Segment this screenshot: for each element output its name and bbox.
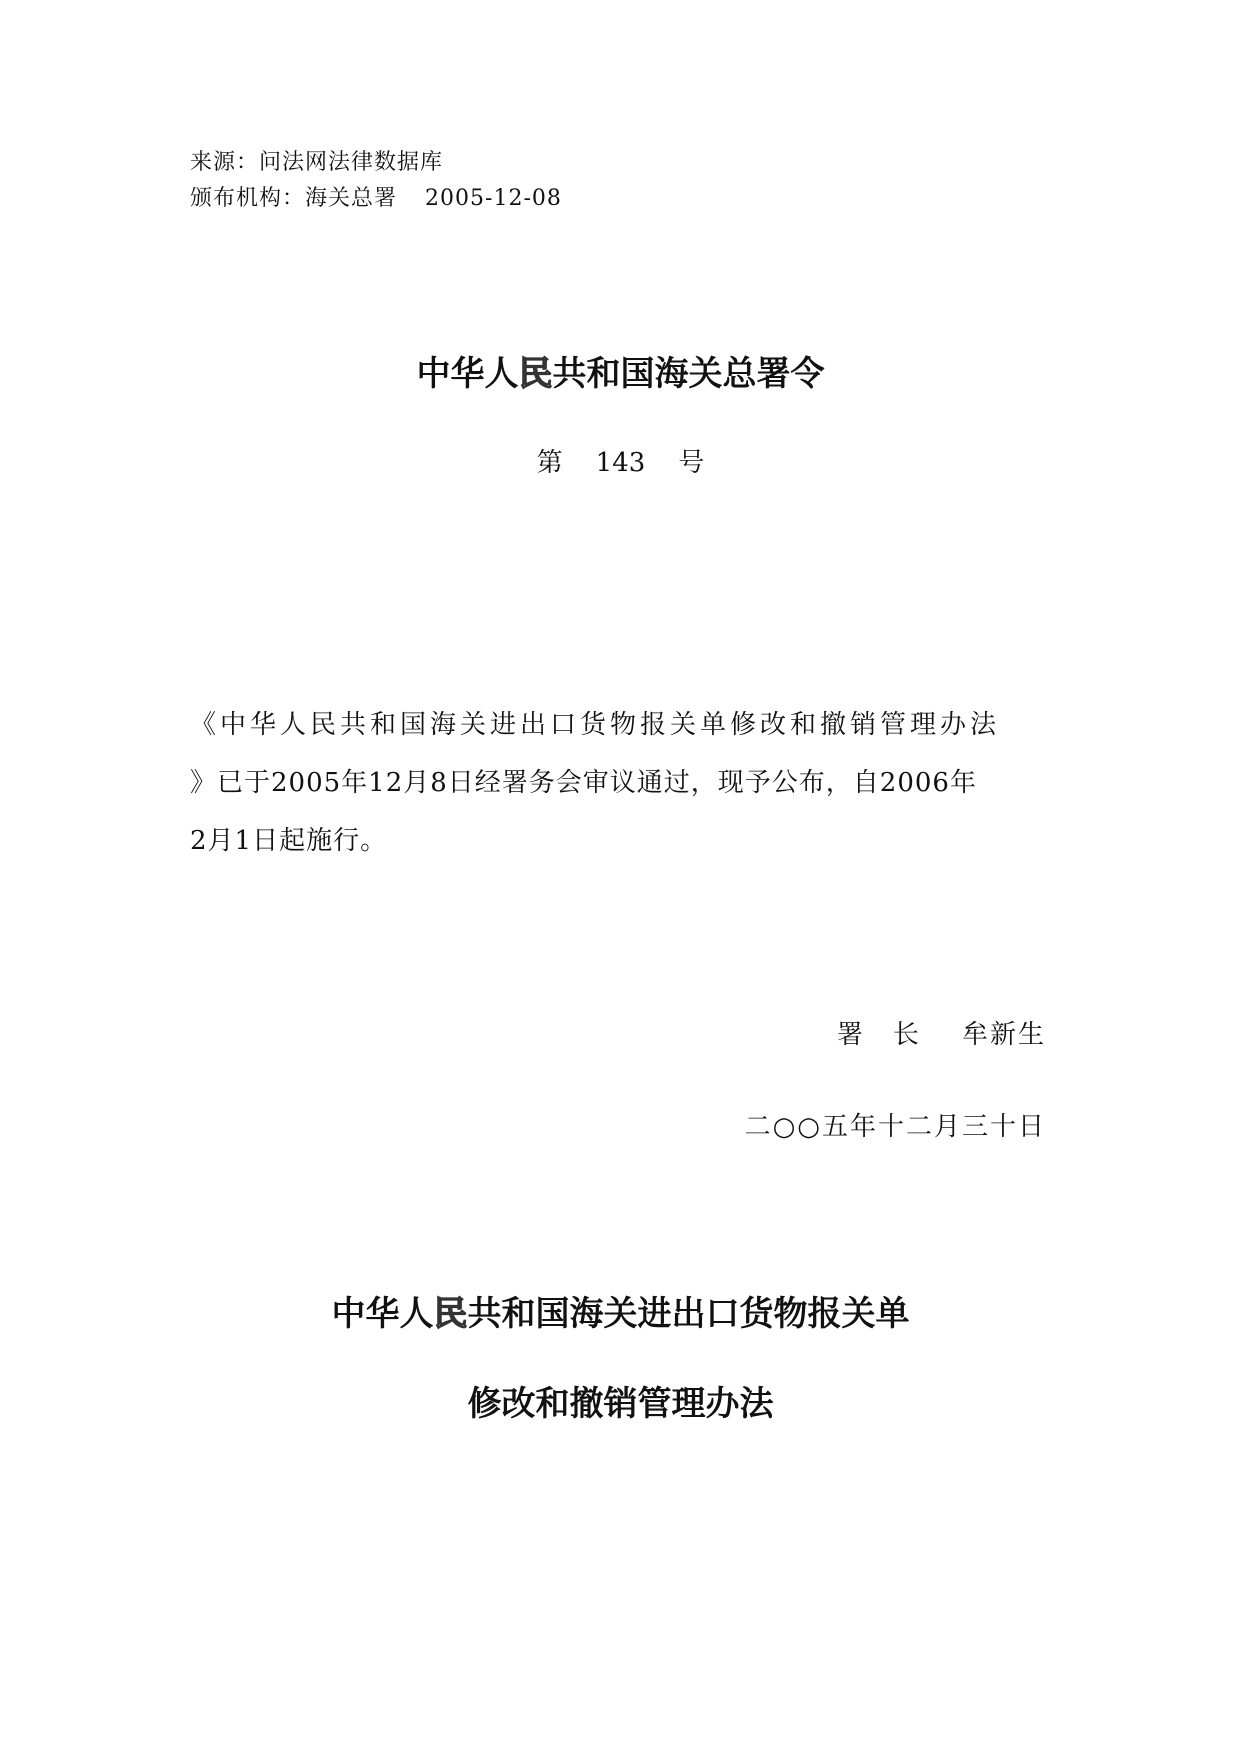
signature-date: 二○○五年十二月三十日	[744, 1112, 1046, 1142]
source-line	[190, 148, 443, 178]
issuer-value: 海关总署	[305, 186, 398, 211]
signature-name: 牟新生	[961, 1020, 1046, 1050]
order-number-suffix: 号	[678, 448, 705, 478]
order-number-line	[0, 446, 1241, 480]
body-paragraph	[190, 696, 1050, 870]
law-title-outline-char: 民	[433, 1294, 468, 1334]
order-title-outline-char: 民	[518, 354, 553, 394]
issuer-line	[190, 184, 562, 214]
source-value: 问法网法律数据库	[259, 150, 444, 175]
law-title-line-2: 修改和撤销管理办法	[467, 1384, 774, 1424]
law-title-part2: 共和国海关进出口货物报关单	[467, 1294, 910, 1334]
body-line-1: 《中华人民共和国海关进出口货物报关单修改和撤销管理办法	[190, 710, 1001, 740]
body-line-2: 》已于2005年12月8日经署务会审议通过，现予公布，自2006年	[190, 768, 977, 798]
law-title-line-1	[0, 1292, 1241, 1336]
law-title-part1: 中华人	[331, 1294, 434, 1334]
signature-line	[837, 1018, 1046, 1052]
order-title-part2: 共和国海关总署令	[552, 354, 825, 394]
issuer-label: 颁布机构：	[190, 186, 306, 211]
order-number-prefix: 第	[536, 448, 563, 478]
source-label: 来源：	[190, 150, 260, 175]
issue-date: 2005-12-08	[425, 186, 562, 211]
body-line-3: 2月1日起施行。	[190, 826, 388, 856]
signature-position: 署 长	[836, 1020, 921, 1050]
order-title	[0, 352, 1241, 396]
order-title-part1: 中华人	[416, 354, 519, 394]
order-number: 143	[595, 448, 646, 478]
